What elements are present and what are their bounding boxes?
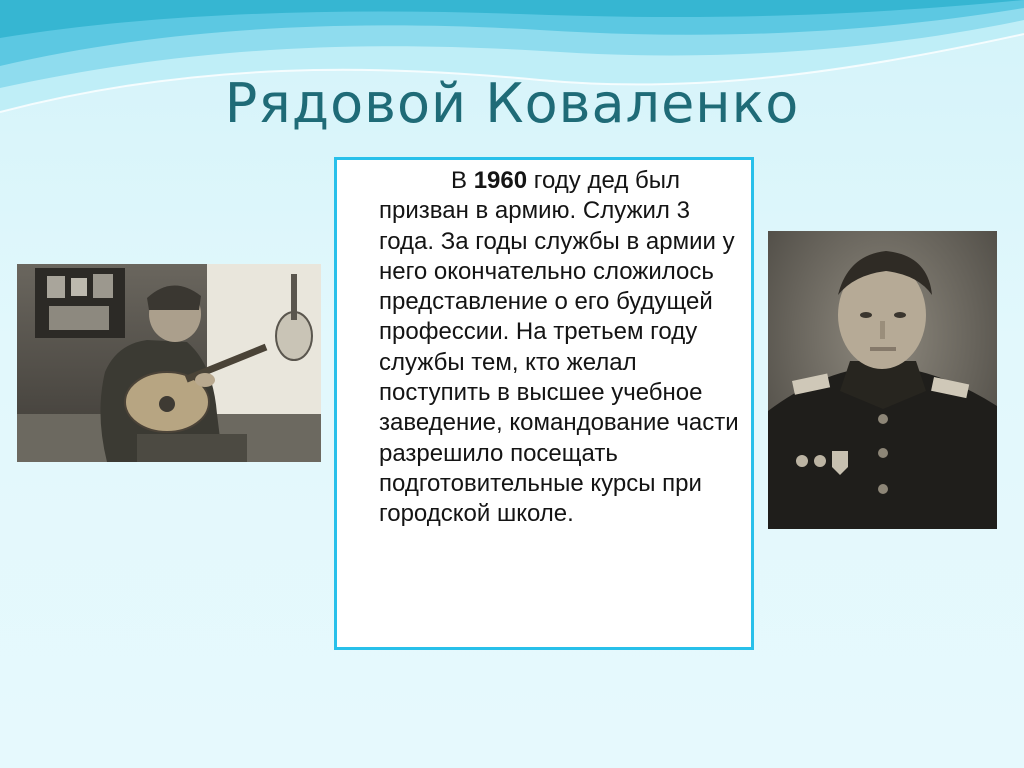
paragraph-start: В — [451, 167, 474, 194]
year-highlight: 1960 — [473, 167, 528, 194]
slide-title: Рядовой Коваленко — [224, 72, 800, 135]
soldier-with-guitar-photo — [17, 264, 321, 462]
soldier-portrait-photo — [768, 231, 997, 529]
text-box — [334, 157, 754, 650]
paragraph-body: году дед был призван в армию. Служил 3 года. За годы службы в армии у него окончательно сложилось представление о его будущей профессии. На третьем году службы тем, кто желал поступить в высшее учебное заведение, командование части разрешило посещать подготовительные курсы при городской школе. — [379, 167, 739, 528]
text-paragraph — [379, 166, 749, 530]
